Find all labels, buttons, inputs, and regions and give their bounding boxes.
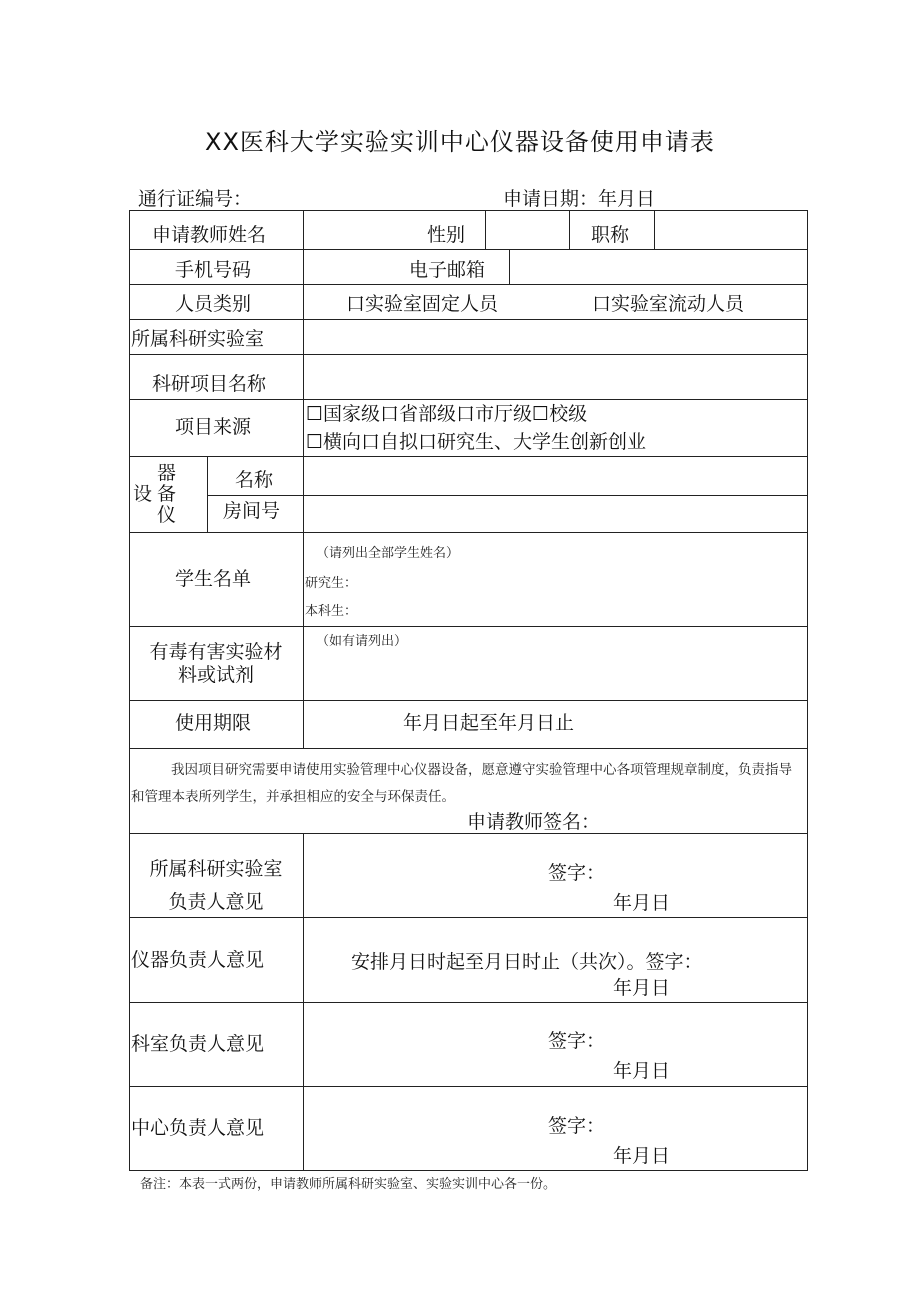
student-list-hint: （请列出全部学生姓名）: [316, 546, 460, 561]
column-divider: [569, 210, 570, 249]
column-divider: [303, 833, 304, 1171]
center-head-signature-label: 签字：: [548, 1115, 606, 1137]
row-divider: [207, 495, 808, 496]
room-number-label: 房间号: [223, 500, 281, 522]
toxic-materials-label-line2: 料或试剂: [177, 664, 254, 686]
toxic-materials-hint: （如有请列出）: [316, 634, 408, 649]
column-divider: [654, 210, 655, 249]
teacher-name-label: 申请教师姓名: [152, 224, 267, 246]
pass-number-label: 通行证编号：: [138, 188, 253, 210]
undergraduate-label: 本科生：: [305, 604, 358, 619]
row-divider: [129, 1002, 808, 1003]
project-source-label: 项目来源: [175, 416, 252, 438]
person-type-fixed-option[interactable]: 口实验室固定人员: [346, 293, 499, 315]
row-divider: [129, 399, 808, 400]
row-divider: [129, 354, 808, 355]
dept-head-date-label: 年月日: [613, 1060, 671, 1082]
apply-date-label: 申请日期：年月日: [503, 188, 656, 210]
row-divider: [129, 532, 808, 533]
phone-label: 手机号码: [175, 259, 252, 281]
row-divider: [129, 917, 808, 918]
lab-head-opinion-label-line1: 所属科研实验室: [149, 858, 283, 880]
project-name-label: 科研项目名称: [152, 373, 267, 395]
graduate-label: 研究生：: [305, 576, 358, 591]
lab-head-opinion-label-line2: 负责人意见: [168, 891, 264, 913]
lab-label: 所属科研实验室: [131, 328, 265, 350]
row-divider: [129, 456, 808, 457]
equipment-name-label: 名称: [235, 469, 274, 491]
equipment-group-char: 仪: [157, 504, 177, 526]
project-source-options-line2[interactable]: ☐横向口自拟口研究生、大学生创新创业: [306, 431, 647, 453]
footnote: 备注：本表一式两份，申请教师所属科研实验室、实验实训中心各一份。: [140, 1177, 557, 1192]
form-title: XX医科大学实验实训中心仪器设备使用申请表: [205, 128, 715, 156]
lab-head-date-label: 年月日: [613, 892, 671, 914]
equipment-group-char: 设: [133, 483, 153, 505]
row-divider: [129, 284, 808, 285]
column-divider: [485, 210, 486, 249]
column-divider: [303, 210, 304, 748]
pledge-text: 我因项目研究需要申请使用实验管理中心仪器设备，愿意遵守实验管理中心各项管理规章制度，负责指导和管理本表所列学生，并承担相应的安全与环保责任。: [131, 762, 792, 805]
student-list-label: 学生名单: [175, 568, 252, 590]
project-source-options-line1[interactable]: ☐国家级口省部级口市厅级☐校级: [306, 403, 588, 425]
toxic-materials-label-line1: 有毒有害实验材: [149, 641, 283, 663]
column-divider: [509, 249, 510, 284]
center-head-date-label: 年月日: [613, 1145, 671, 1167]
usage-period-label: 使用期限: [175, 712, 252, 734]
center-head-opinion-label: 中心负责人意见: [131, 1117, 265, 1139]
lab-head-signature-label: 签字：: [548, 862, 606, 884]
row-divider: [129, 748, 808, 749]
instrument-arrangement-text: 安排月日时起至月日时止（共次）。签字：: [351, 951, 703, 973]
row-divider: [129, 319, 808, 320]
teacher-signature-label: 申请教师签名：: [467, 811, 601, 833]
dept-head-opinion-label: 科室负责人意见: [131, 1033, 265, 1055]
row-divider: [129, 700, 808, 701]
instrument-head-date-label: 年月日: [613, 977, 671, 999]
row-divider: [129, 249, 808, 250]
person-type-mobile-option[interactable]: 口实验室流动人员: [592, 293, 745, 315]
row-divider: [129, 626, 808, 627]
job-title-label: 职称: [591, 224, 630, 246]
gender-label: 性别: [427, 224, 466, 246]
row-divider: [129, 1086, 808, 1087]
person-type-label: 人员类别: [175, 293, 252, 315]
equipment-group-char: 备: [157, 483, 177, 505]
usage-period-value: 年月日起至年月日止: [403, 712, 575, 734]
column-divider: [207, 456, 208, 532]
dept-head-signature-label: 签字：: [548, 1030, 606, 1052]
email-label: 电子邮箱: [409, 259, 486, 281]
equipment-group-char: 器: [157, 462, 177, 484]
instrument-head-opinion-label: 仪器负责人意见: [131, 949, 265, 971]
